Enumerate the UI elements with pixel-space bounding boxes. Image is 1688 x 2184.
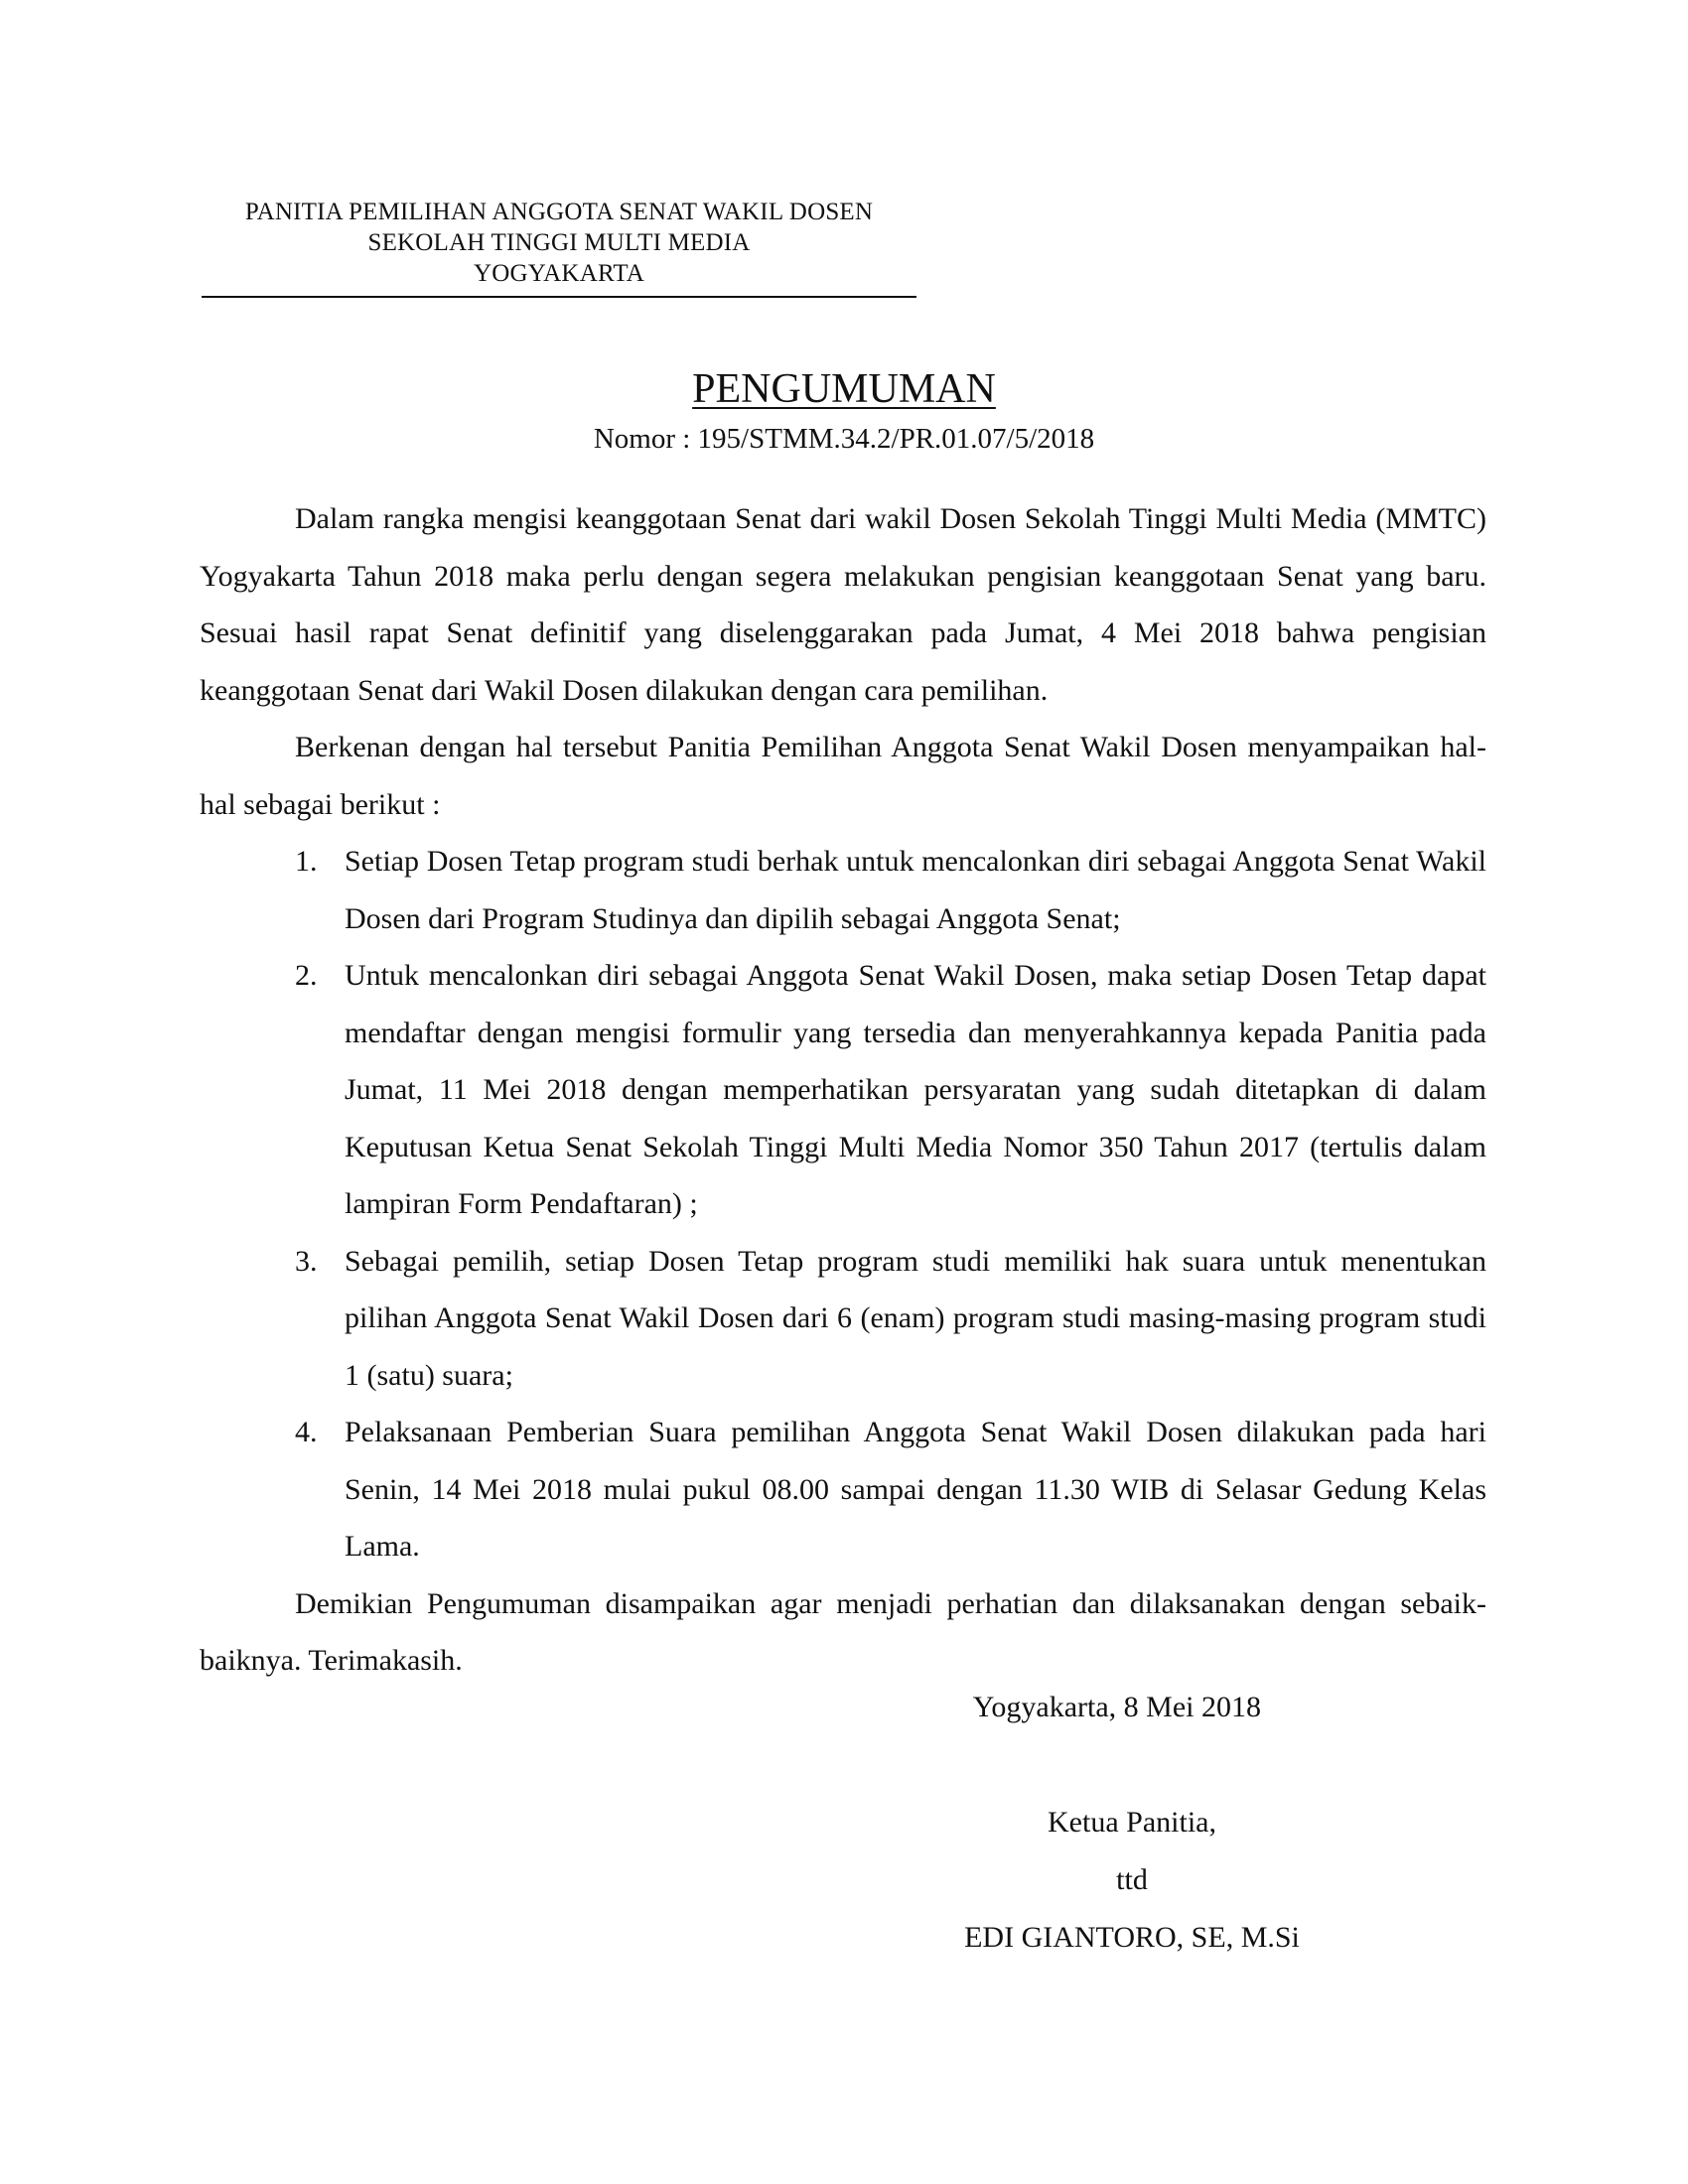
list-item (200, 947, 1486, 1233)
list-item-text: Sebagai pemilih, setiap Dosen Tetap program studi memiliki hak suara untuk menentukan pilihan Anggota Senat Wakil Dosen dari 6 (enam) program studi masing-masing program studi 1 (satu) suara; (345, 1244, 1486, 1392)
closing-paragraph: Demikian Pengumuman disampaikan agar menjadi perhatian dan dilaksanakan dengan sebaik-baiknya. Terimakasih. (200, 1586, 1486, 1677)
list-item-number: 4. (295, 1416, 318, 1448)
list-item-number: 3. (295, 1244, 318, 1278)
signature-block (894, 1679, 1370, 1967)
signer-name: EDI GIANTORO, SE, M.Si (964, 1921, 1300, 1954)
letterhead-city: YOGYAKARTA (473, 260, 645, 287)
list-item (200, 1404, 1486, 1575)
document-body (200, 490, 1486, 1690)
list-item (200, 833, 1486, 947)
lead-paragraph: Berkenan dengan hal tersebut Panitia Pemilihan Anggota Senat Wakil Dosen menyampaikan hal-hal sebagai berikut : (200, 731, 1486, 821)
letterhead-divider (202, 296, 916, 298)
letterhead-committee: PANITIA PEMILIHAN ANGGOTA SENAT WAKIL DOSEN (244, 199, 874, 225)
document-title: PENGUMUMAN (692, 366, 996, 412)
list-item (200, 1233, 1486, 1405)
letterhead (202, 197, 916, 289)
document-number: Nomor : 195/STMM.34.2/PR.01.07/5/2018 (593, 423, 1095, 455)
letterhead-institution: SEKOLAH TINGGI MULTI MEDIA (367, 229, 751, 256)
announcement-list (200, 833, 1486, 1575)
signature-ttd: ttd (1116, 1863, 1148, 1896)
intro-paragraph: Dalam rangka mengisi keanggotaan Senat dari wakil Dosen Sekolah Tinggi Multi Media (MMTC) Yogyakarta Tahun 2018 maka perlu dengan segera melakukan pengisian keanggotaan Senat yang baru. Sesuai hasil rapat Senat definitif yang diselenggarakan pada Jumat, 4 Mei 2018 bahwa pengisian keanggotaan Senat dari Wakil Dosen dilakukan dengan cara pemilihan. (200, 502, 1486, 707)
signer-role: Ketua Panitia, (1048, 1806, 1216, 1839)
place-date: Yogyakarta, 8 Mei 2018 (972, 1691, 1261, 1723)
list-item-text: Setiap Dosen Tetap program studi berhak untuk mencalonkan diri sebagai Anggota Senat Wakil Dosen dari Program Studinya dan dipilih sebagai Anggota Senat; (345, 845, 1486, 935)
list-item-text: Untuk mencalonkan diri sebagai Anggota Senat Wakil Dosen, maka setiap Dosen Tetap dapat mendaftar dengan mengisi formulir yang tersedia dan menyerahkannya kepada Panitia pada Jumat, 11 Mei 2018 dengan memperhatikan persyaratan yang sudah ditetapkan di dalam Keputusan Ketua Senat Sekolah Tinggi Multi Media Nomor 350 Tahun 2017 (tertulis dalam lampiran Form Pendaftaran) ; (345, 959, 1486, 1220)
list-item-text: Pelaksanaan Pemberian Suara pemilihan Anggota Senat Wakil Dosen dilakukan pada hari Senin, 14 Mei 2018 mulai pukul 08.00 sampai dengan 11.30 WIB di Selasar Gedung Kelas Lama. (345, 1416, 1486, 1563)
list-item-number: 1. (295, 845, 318, 878)
list-item-number: 2. (295, 959, 318, 992)
